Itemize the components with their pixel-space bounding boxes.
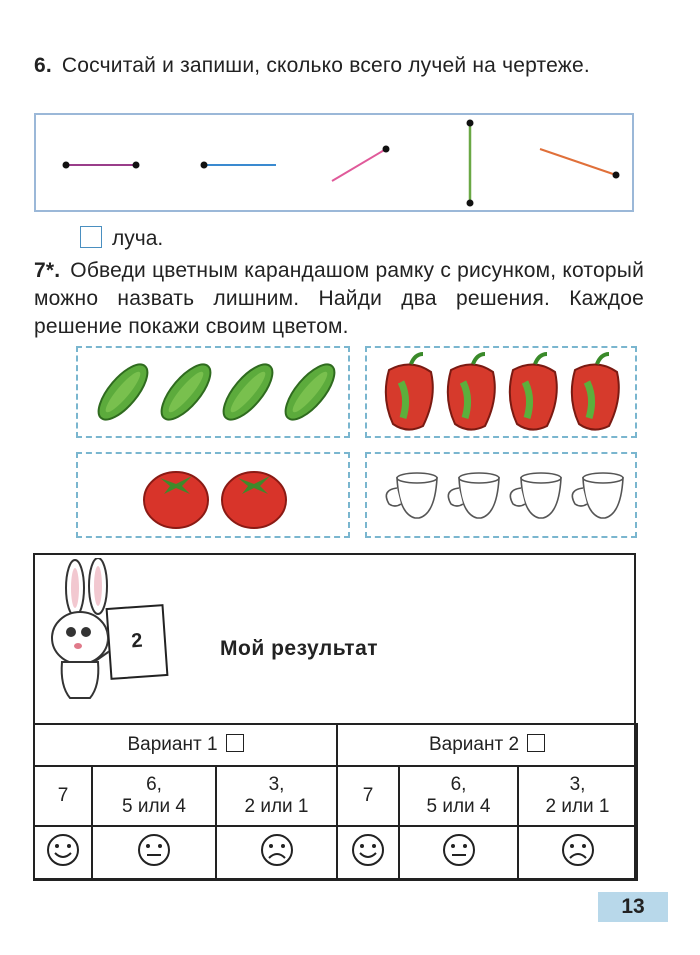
frame-peppers[interactable] [365,346,637,438]
cup-icon [510,473,561,518]
rays-svg [36,115,636,214]
neutral-cell[interactable] [399,826,518,880]
task-6-number: 6. [34,54,52,77]
cups-picture [367,454,635,536]
variant-1-checkbox[interactable] [226,734,244,752]
result-title: Мой результат [220,637,379,660]
result-table [33,723,638,881]
cup-icon [572,473,623,518]
tomato-icon [144,472,208,528]
task-6-answer [80,226,163,251]
sad-cell[interactable] [216,826,337,880]
variant-1-cell [34,724,337,766]
score-cell-654 [399,766,518,826]
score-cell-7 [337,766,399,826]
variant-2-label: Вариант 2 [428,734,520,755]
answer-box[interactable] [80,226,102,248]
task-6 [34,52,644,80]
cucumber-icon [215,357,280,427]
score-cell-321 [216,766,337,826]
cucumber-icon [153,357,218,427]
peppers-picture [367,348,635,436]
ray-4 [467,120,474,207]
variant-2-cell [337,724,637,766]
pepper-icon [386,354,433,430]
score-2-or-1: 2 или 1 [545,796,610,817]
score-cell-7 [34,766,92,826]
page-number: 13 [598,892,668,922]
rays-drawing [34,113,634,212]
cucumber-icon [90,357,155,427]
pepper-icon [448,354,495,430]
answer-suffix: луча. [112,227,164,250]
sad-face-icon [259,832,295,868]
task-6-text: Сосчитай и запиши, сколько всего лучей на чертеже. [61,54,590,77]
frame-tomatoes[interactable] [76,452,350,538]
smile-cell[interactable] [337,826,399,880]
sad-face-icon [560,832,596,868]
happy-face-icon [45,832,81,868]
task-7 [34,257,644,341]
score-3: 3, [569,774,586,795]
task-7-text: Обведи цветным карандашом рамку с рисунком, который можно назвать лишним. Найди два решения. Каждое решение покажи своим цветом. [34,259,644,338]
ray-3 [332,146,390,182]
neutral-face-icon [136,832,172,868]
sad-cell[interactable] [518,826,637,880]
task-7-number: 7*. [34,259,61,282]
score-7: 7 [57,785,69,806]
ray-2 [201,162,277,169]
neutral-face-icon [441,832,477,868]
frame-cups[interactable] [365,452,637,538]
score-2-or-1: 2 или 1 [244,796,309,817]
frame-cucumbers[interactable] [76,346,350,438]
ray-5 [540,149,620,179]
variant-1-label: Вариант 1 [127,734,218,755]
score-6: 6, [146,774,162,795]
pepper-icon [510,354,557,430]
tomatoes-picture [78,454,348,536]
score-5-or-4: 5 или 4 [426,796,491,817]
pepper-icon [572,354,619,430]
number-card [106,604,169,680]
variant-2-checkbox[interactable] [527,734,545,752]
score-6: 6, [450,774,467,795]
score-cell-321 [518,766,637,826]
cup-icon [386,473,437,518]
cucumber-icon [277,357,342,427]
smile-cell[interactable] [34,826,92,880]
score-7: 7 [362,785,374,806]
score-cell-654 [92,766,216,826]
ray-1 [63,162,140,169]
tomato-icon [222,472,286,528]
neutral-cell[interactable] [92,826,216,880]
card-number: 2 [130,629,144,653]
cup-icon [448,473,499,518]
score-3: 3, [268,774,285,795]
cucumbers-picture [78,348,348,436]
happy-face-icon [350,832,386,868]
score-5-or-4: 5 или 4 [121,796,186,817]
